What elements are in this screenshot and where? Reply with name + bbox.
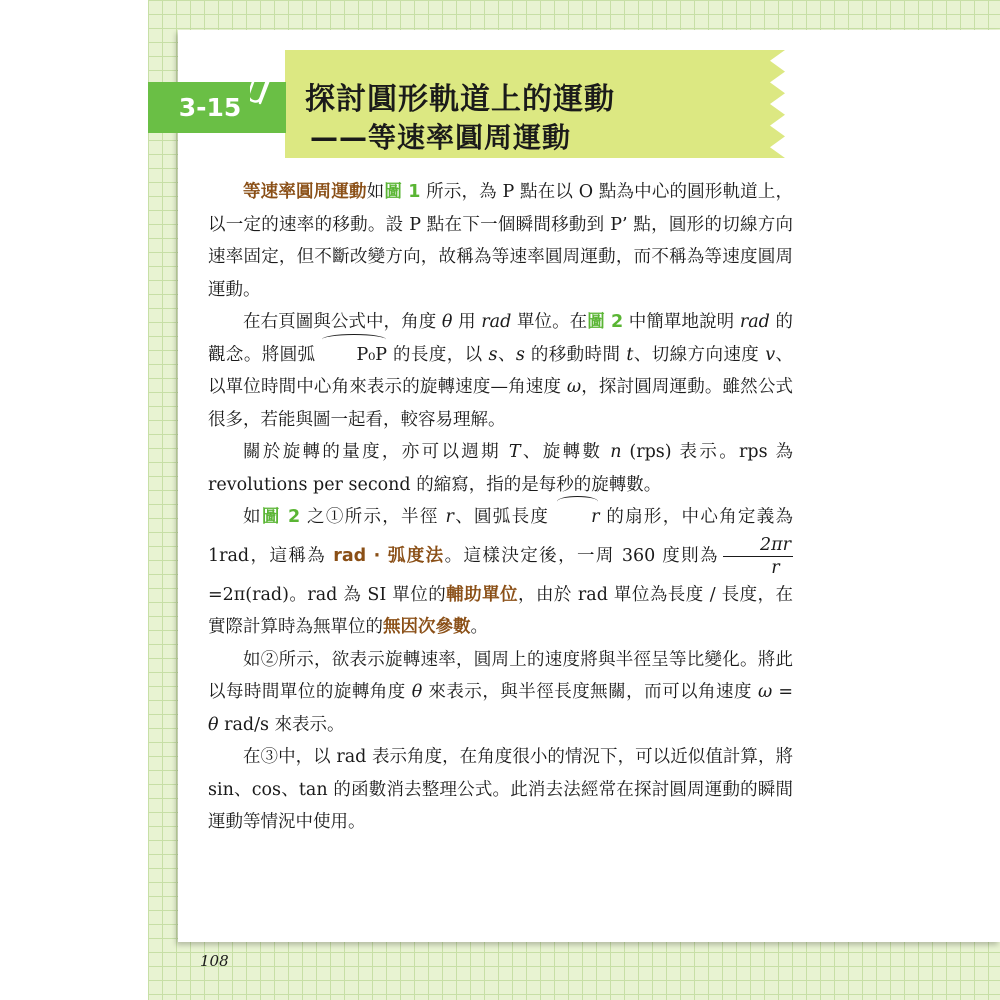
text: 關於旋轉的量度，亦可以週期 bbox=[243, 442, 509, 462]
text: 用 bbox=[452, 312, 482, 332]
text: 所示，為 P 點在以 O 點為中心的圓形軌道上，以一定的速率的移動。設 P 點在下一個瞬間移動到 P’ 點，圓形的切線方向速率固定，但不斷改變方向，故稱為等速率圓周運動，而不稱為等速度圓周運動。 bbox=[208, 182, 794, 300]
math-symbol: v bbox=[765, 344, 776, 365]
math-symbol: θ bbox=[441, 312, 453, 332]
fraction-denominator: r bbox=[771, 557, 780, 578]
math-symbol: r bbox=[445, 507, 454, 527]
paragraph-4 bbox=[208, 501, 793, 644]
math-symbol: n bbox=[610, 442, 622, 462]
math-symbol: ω bbox=[566, 377, 582, 397]
text: (rps) 表示。rps 為 revolutions per second 的縮寫，指的是每秒的旋轉數。 bbox=[208, 442, 794, 495]
math-equation: ω = θ bbox=[208, 682, 794, 735]
text: rad/s 來表示。 bbox=[218, 714, 345, 735]
text: 。 bbox=[470, 617, 488, 637]
arc-symbol: P₀P bbox=[321, 339, 387, 372]
page-number: 108 bbox=[200, 952, 229, 970]
text: 如 bbox=[243, 507, 262, 527]
text: 之①所示，半徑 bbox=[300, 507, 446, 527]
text: 的扇形，中心角定義為 1rad，這稱為 bbox=[208, 507, 794, 566]
keyword: 無因次參數 bbox=[383, 617, 471, 637]
math-symbol: s bbox=[515, 344, 525, 365]
text: 在右頁圖與公式中，角度 bbox=[243, 312, 442, 332]
text: 的長度，以 bbox=[387, 344, 489, 365]
text: 來表示，與半徑長度無關，而可以角速度 bbox=[422, 682, 759, 702]
text: 、 bbox=[497, 344, 516, 365]
text: 中簡單地說明 bbox=[623, 312, 740, 332]
figure-ref: 圖 1 bbox=[384, 182, 421, 202]
text: 、圓弧長度 bbox=[453, 507, 557, 527]
paragraph-1 bbox=[208, 176, 793, 306]
fraction bbox=[723, 534, 793, 579]
keyword: 輔助單位 bbox=[446, 584, 518, 605]
figure-ref: 圖 2 bbox=[261, 507, 301, 527]
text: 、切線方向速度 bbox=[633, 344, 766, 365]
paragraph-5 bbox=[208, 644, 793, 742]
text: 單位。在 bbox=[511, 312, 588, 332]
text: 。這樣決定後，一周 360 度則為 bbox=[444, 545, 719, 566]
math-symbol: rad bbox=[481, 312, 512, 332]
math-symbol: s bbox=[488, 344, 498, 365]
paperclip-icon bbox=[250, 55, 280, 107]
text: 在③中，以 rad 表示角度，在角度很小的情況下，可以近似值計算，將 sin、cos、tan 的函數消去整理公式。此消去法經常在探討圓周運動的瞬間運動等情況中使用。 bbox=[208, 747, 793, 832]
outer-margin bbox=[0, 0, 148, 1000]
paragraph-6 bbox=[208, 741, 793, 839]
paragraph-2 bbox=[208, 306, 793, 436]
text: ，探討圓周運動。雖然公式很多，若能與圖一起看，較容易理解。 bbox=[208, 377, 793, 430]
text: ，由於 rad 單位為長度 / 長度，在實際計算時為無單位的 bbox=[208, 584, 794, 637]
fraction-numerator: 2πr bbox=[723, 534, 793, 557]
figure-ref: 圖 2 bbox=[587, 312, 624, 332]
text: 的移動時間 bbox=[524, 344, 627, 365]
arc-symbol: r bbox=[556, 501, 599, 534]
section-number: 3-15 bbox=[178, 93, 242, 122]
text: 、旋轉數 bbox=[520, 442, 611, 462]
keyword: rad · 弧度法 bbox=[333, 545, 445, 566]
paragraph-3 bbox=[208, 436, 793, 501]
math-symbol: rad bbox=[739, 312, 770, 332]
keyword: 等速率圓周運動 bbox=[243, 182, 367, 202]
math-symbol: θ bbox=[411, 682, 423, 702]
math-symbol: T bbox=[508, 442, 521, 462]
body-text bbox=[208, 176, 793, 839]
math-symbol: t bbox=[626, 344, 634, 365]
page-subtitle: ——等速率圓周運動 bbox=[310, 121, 572, 154]
page-title: 探討圓形軌道上的運動 bbox=[305, 82, 615, 117]
text: 、以單位時間中心角來表示的旋轉速度—角速度 bbox=[208, 344, 793, 397]
text: 如 bbox=[366, 182, 385, 202]
text: 如②所示，欲表示旋轉速率，圓周上的速度將與半徑呈等比變化。將此以每時間單位的旋轉角度 bbox=[208, 649, 793, 702]
text: =2π(rad)。rad 為 SI 單位的 bbox=[208, 584, 447, 605]
text: 的觀念。將圓弧 bbox=[208, 312, 793, 365]
